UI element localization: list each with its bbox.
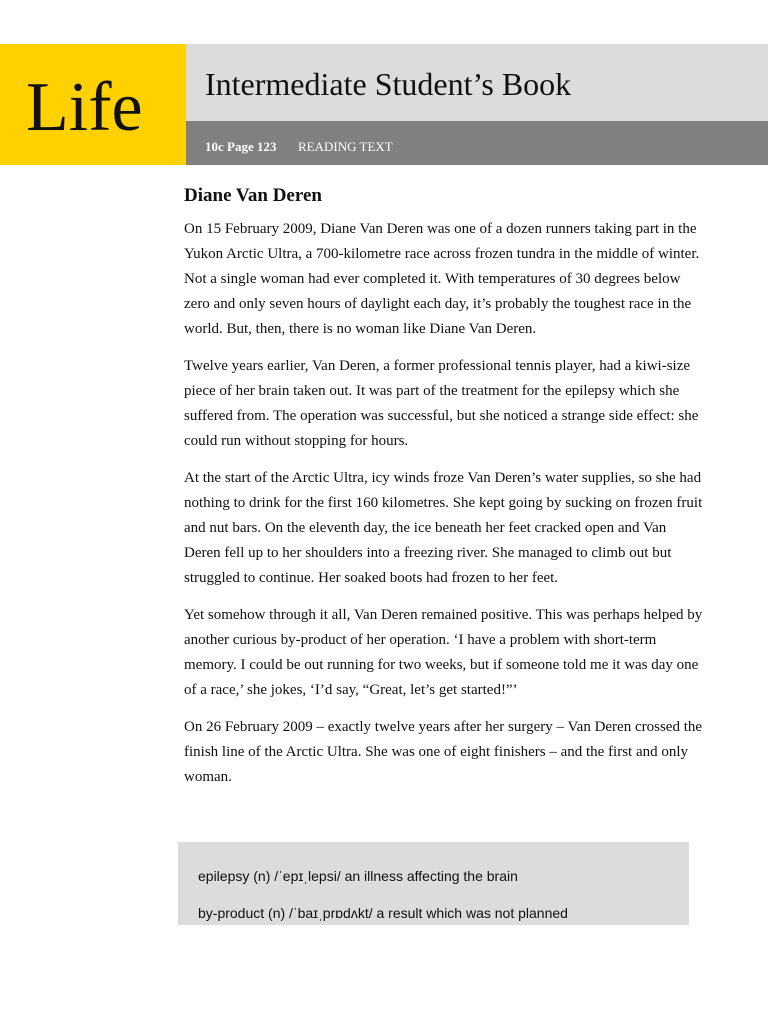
glossary-item: epilepsy (n) /ˈepɪˌlepsi/ an illness affecting the brain — [198, 868, 518, 884]
paragraph-3: At the start of the Arctic Ultra, icy winds froze Van Deren’s water supplies, so she had nothing to drink for the first 160 kilometres. She kept going by sucking on frozen fruit and nut bars. On the eleventh day, the ice beneath her feet cracked open and Van Deren fell up to her shoulders into a freezing river. She managed to climb out but struggled to continue. Her soaked boots had frozen to her feet. — [184, 470, 703, 586]
article — [184, 184, 704, 802]
section-type: READING TEXT — [298, 139, 393, 154]
article-title: Diane Van Deren — [184, 185, 322, 206]
section-reference: 10c Page 123 — [205, 139, 277, 154]
book-title: Intermediate Student’s Book — [205, 66, 572, 102]
paragraph-2: Twelve years earlier, Van Deren, a former professional tennis player, had a kiwi-size piece of her brain taken out. It was part of the treatment for the epilepsy which she suffered from. The operation was successful, but she noticed a strange side effect: she could run without stopping for hours. — [184, 358, 699, 449]
paragraph-4: Yet somehow through it all, Van Deren remained positive. This was perhaps helped by another curious by-product of her operation. ‘I have a problem with short-term memory. I could be out running for two weeks, but if someone told me it was day one of a race,’ she jokes, ‘I’d say, “Great, let’s get started!”’ — [184, 607, 703, 698]
glossary-item: by-product (n) /ˈbaɪˌprɒdʌkt/ a result which was not planned — [198, 905, 568, 921]
glossary-box — [178, 842, 689, 925]
paragraph-5: On 26 February 2009 – exactly twelve years after her surgery – Van Deren crossed the finish line of the Arctic Ultra. She was one of eight finishers – and the first and only woman. — [184, 719, 703, 785]
paragraph-1: On 15 February 2009, Diane Van Deren was one of a dozen runners taking part in the Yukon Arctic Ultra, a 700-kilometre race across frozen tundra in the middle of winter. Not a single woman had ever completed it. With temperatures of 30 degrees below zero and only seven hours of daylight each day, it’s probably the toughest race in the world. But, then, there is no woman like Diane Van Deren. — [184, 221, 700, 337]
brand-logo: Life — [26, 69, 143, 146]
